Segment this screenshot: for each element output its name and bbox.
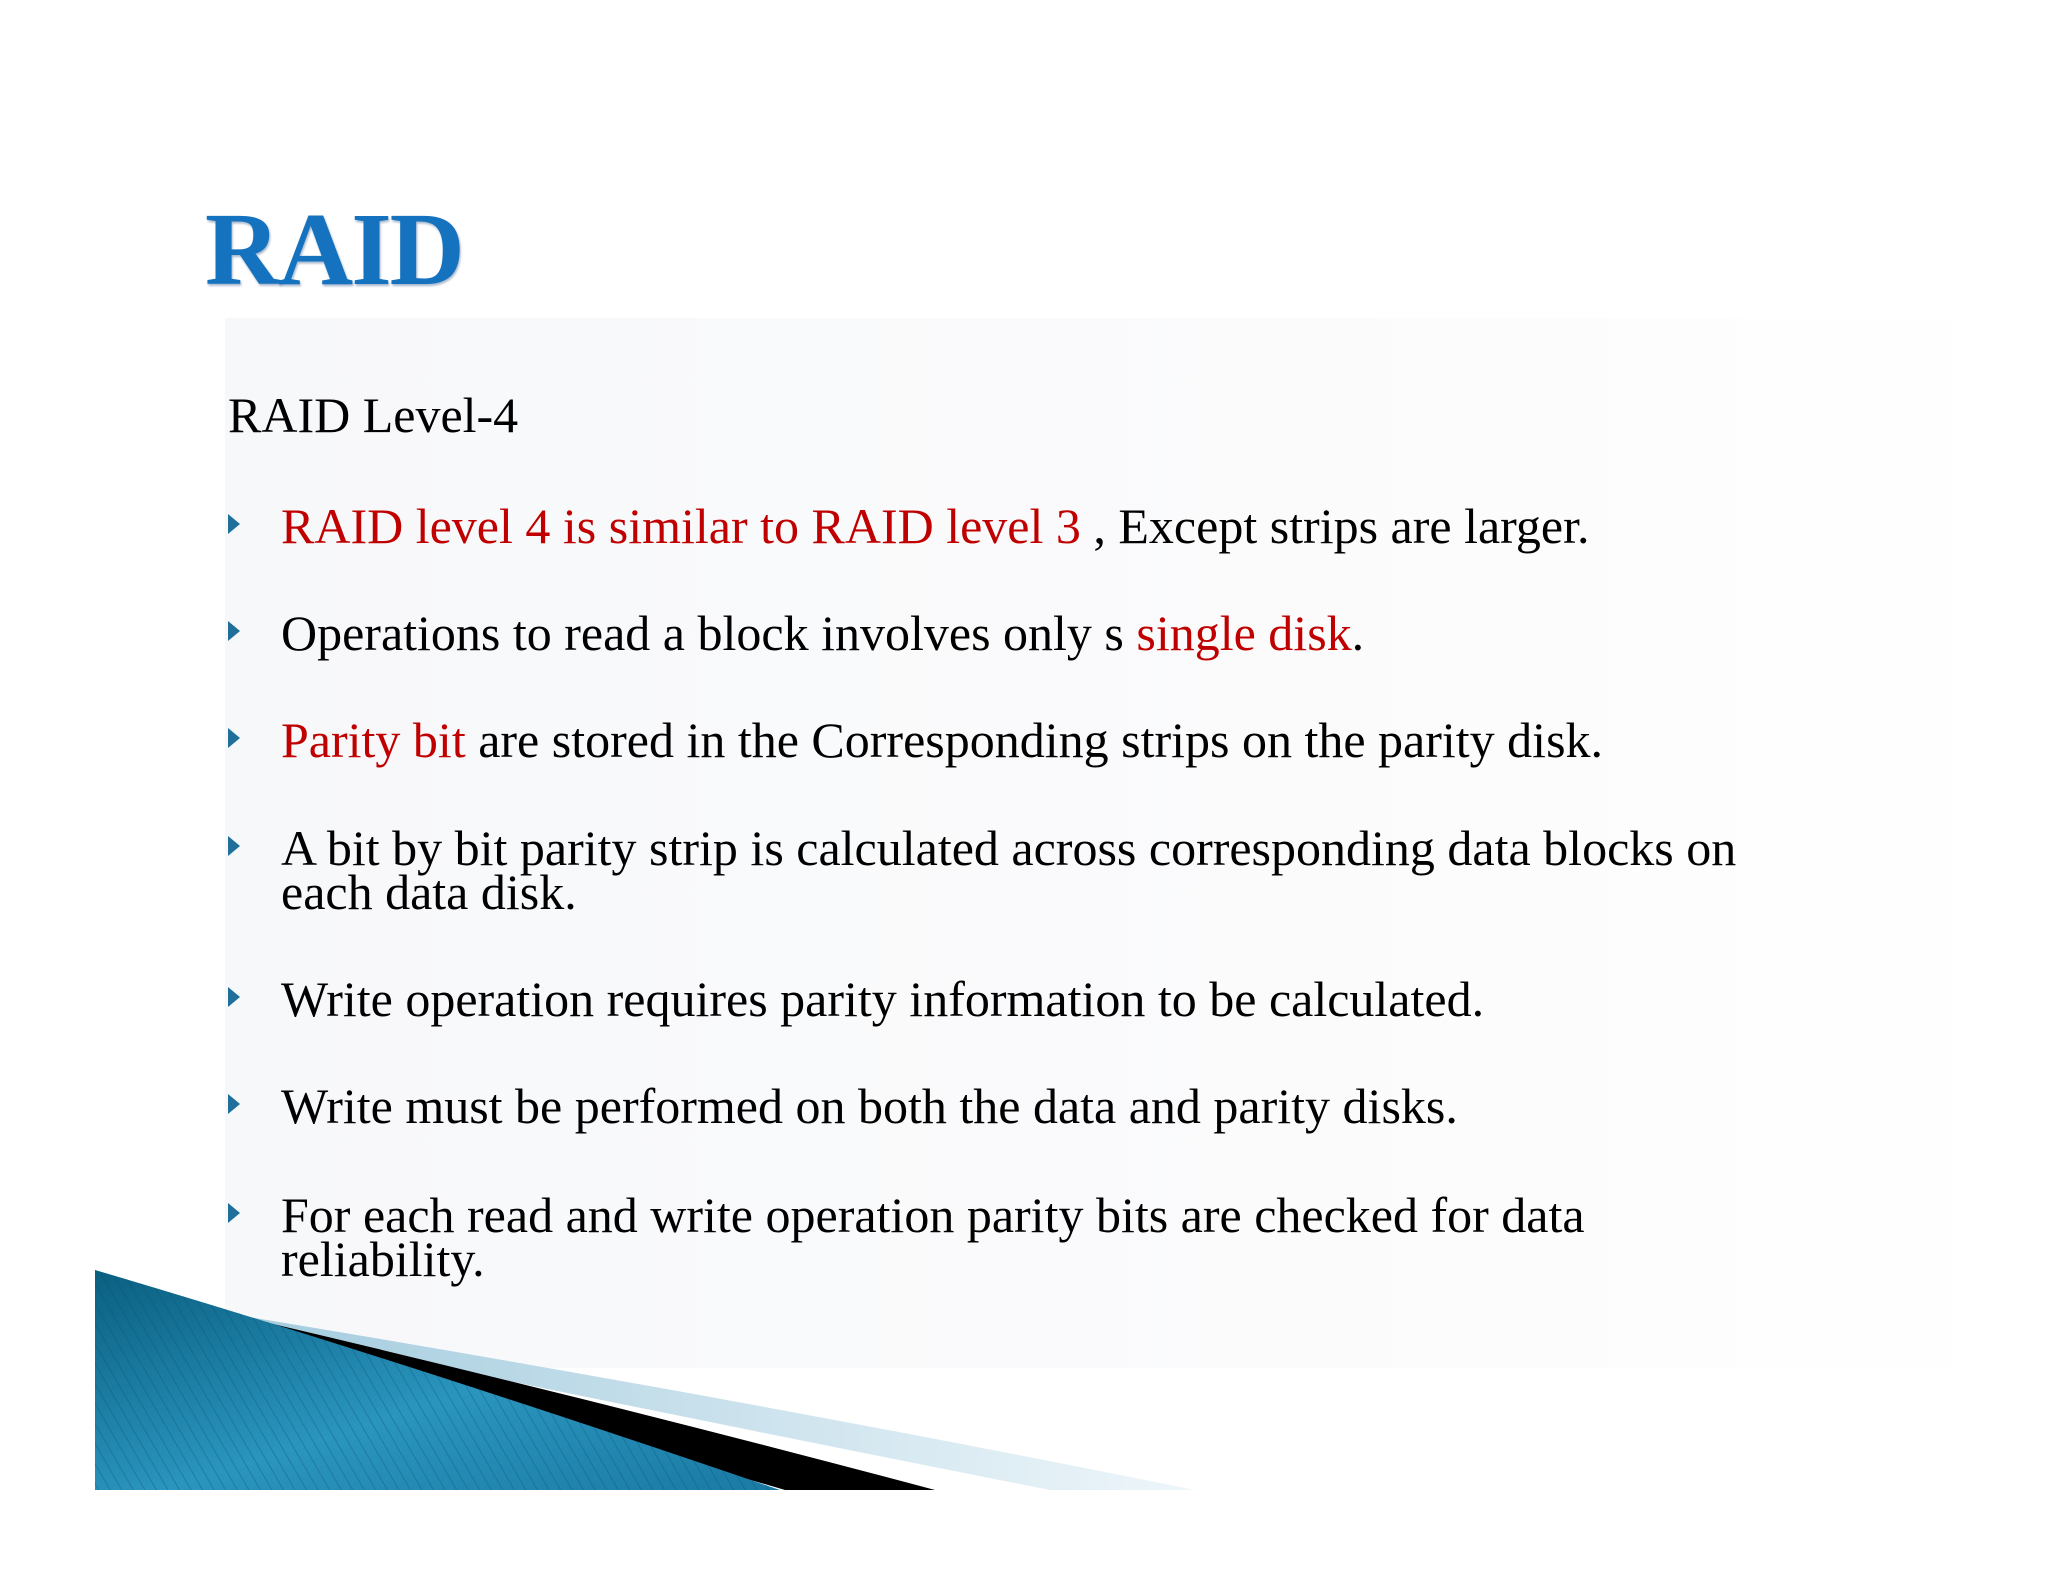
- bullet-text: [281, 605, 1788, 661]
- bullet-text: [281, 712, 1788, 768]
- bullet-item: [228, 820, 1788, 920]
- triangle-bullet-icon: [228, 1203, 240, 1223]
- triangle-bullet-icon: [228, 836, 240, 856]
- bullet-item: [228, 1078, 1788, 1134]
- slide-title: RAID: [205, 192, 463, 307]
- bullet-item: [228, 498, 1788, 554]
- triangle-bullet-icon: [228, 728, 240, 748]
- bullet-text: [281, 498, 1788, 554]
- emphasis-text: Parity bit: [281, 712, 466, 768]
- slide-subtitle: RAID Level-4: [228, 387, 519, 443]
- triangle-bullet-icon: [228, 514, 240, 534]
- triangle-bullet-icon: [228, 621, 240, 641]
- body-text: are stored in the Corresponding strips on the parity disk.: [465, 712, 1604, 768]
- bullet-item: [228, 1187, 1788, 1287]
- bullet-item: [228, 712, 1788, 768]
- bullet-text: For each read and write operation parity bits are checked for data reliability.: [281, 1187, 1585, 1287]
- triangle-bullet-icon: [228, 1094, 240, 1114]
- bullet-item: [228, 971, 1788, 1027]
- body-text: .: [1351, 605, 1365, 661]
- bullet-text: A bit by bit parity strip is calculated across corresponding data blocks on each data disk.: [281, 820, 1737, 920]
- body-text: Operations to read a block involves only s: [281, 605, 1137, 661]
- bullet-text: Write operation requires parity information to be calculated.: [281, 971, 1485, 1027]
- triangle-bullet-icon: [228, 987, 240, 1007]
- bullet-text: Write must be performed on both the data and parity disks.: [281, 1078, 1458, 1134]
- body-text: , Except strips are larger.: [1080, 498, 1590, 554]
- bullet-item: [228, 605, 1788, 661]
- emphasis-text: RAID level 4 is similar to RAID level 3: [281, 498, 1081, 554]
- emphasis-text: single disk: [1136, 605, 1352, 661]
